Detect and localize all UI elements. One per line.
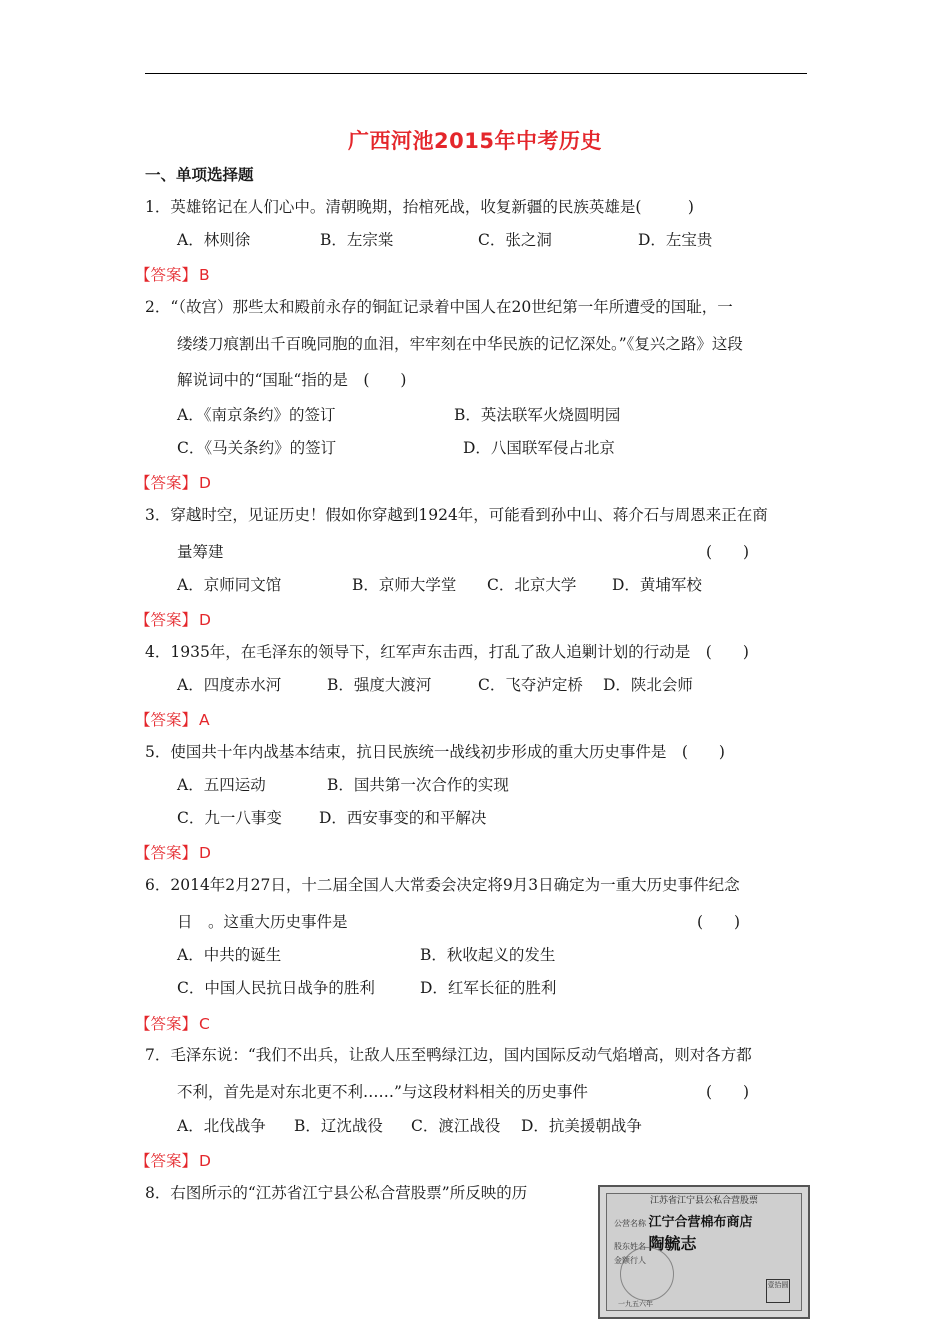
header-rule — [145, 73, 807, 74]
certificate-title: 江苏省江宁县公私合营股票 — [649, 1196, 758, 1206]
round-stamp-icon — [620, 1247, 674, 1301]
q2-option-d: D．八国联军侵占北京 — [463, 439, 615, 457]
answer-label: 【答案】 — [135, 1152, 198, 1170]
q1-option-b: B．左宗棠 — [320, 231, 394, 249]
question-2-line-3: 解说词中的“国耻“指的是 ( ) — [177, 371, 407, 389]
answer-value: B — [199, 266, 210, 284]
q6-option-d: D．红军长征的胜利 — [420, 979, 557, 997]
q4-answer — [135, 708, 210, 730]
question-7-blank: ( ) — [706, 1083, 750, 1101]
answer-label: 【答案】 — [135, 611, 198, 629]
answer-label: 【答案】 — [135, 474, 198, 492]
question-4-line-1: 4．1935年，在毛泽东的领导下，红军声东击西，打乱了敌人追剿计划的行动是 ( ) — [145, 643, 749, 661]
q7-option-c: C．渡江战役 — [411, 1117, 501, 1135]
q1-option-c: C．张之洞 — [478, 231, 552, 249]
certificate-field-label: 股东姓名 — [614, 1242, 646, 1251]
answer-label: 【答案】 — [135, 266, 198, 284]
q7-option-d: D．抗美援朝战争 — [521, 1117, 642, 1135]
q7-option-a: A．北伐战争 — [177, 1117, 266, 1135]
q1-option-a: A．林则徐 — [177, 231, 251, 249]
q3-option-b: B．京师大学堂 — [352, 576, 457, 594]
answer-value: D — [199, 1152, 211, 1170]
q3-option-d: D．黄埔军校 — [612, 576, 702, 594]
q2-answer — [135, 471, 211, 493]
q1-answer — [135, 263, 210, 285]
certificate-row-3: 金额行人 — [614, 1256, 646, 1265]
certificate-field-label: 公营名称 — [614, 1219, 646, 1228]
question-6-line-2: 日 。这重大历史事件是 — [177, 913, 348, 931]
answer-label: 【答案】 — [135, 711, 198, 729]
document-title: 广西河池2015年中考历史 — [348, 129, 602, 153]
q4-option-a: A．四度赤水河 — [177, 676, 282, 694]
answer-label: 【答案】 — [135, 1015, 198, 1033]
q6-option-b: B．秋收起义的发生 — [420, 946, 556, 964]
answer-value: D — [199, 844, 211, 862]
question-8-line-1: 8．右图所示的“江苏省江宁县公私合营股票”所反映的历 — [145, 1184, 528, 1202]
answer-value: D — [199, 474, 211, 492]
question-6-blank: ( ) — [697, 913, 741, 931]
q6-option-a: A．中共的诞生 — [177, 946, 282, 964]
q3-option-a: A．京师同文馆 — [177, 576, 282, 594]
q3-answer — [135, 608, 211, 630]
section-heading: 一、单项选择题 — [145, 166, 254, 184]
question-3-line-1: 3．穿越时空，见证历史！假如你穿越到1924年，可能看到孙中山、蒋介石与周恩来正在商 — [145, 506, 768, 524]
q4-option-b: B．强度大渡河 — [327, 676, 432, 694]
stock-certificate-image — [598, 1185, 810, 1319]
q5-option-d: D．西安事变的和平解决 — [319, 809, 487, 827]
q5-option-a: A．五四运动 — [177, 776, 266, 794]
question-3-line-2: 量筹建 — [177, 543, 224, 561]
q5-option-b: B．国共第一次合作的实现 — [327, 776, 509, 794]
certificate-company-name: 江宁合营棉布商店 — [648, 1215, 753, 1230]
question-7-line-1: 7．毛泽东说：“我们不出兵，让敌人压至鸭绿江边，国内国际反动气焰增高，则对各方都 — [145, 1046, 752, 1064]
q5-answer — [135, 841, 211, 863]
q1-option-d: D．左宝贵 — [638, 231, 713, 249]
q2-option-c: C．《马关条约》的签订 — [177, 439, 337, 457]
certificate-holder-name: 陶毓志 — [648, 1234, 697, 1253]
q7-option-b: B．辽沈战役 — [294, 1117, 383, 1135]
q4-option-d: D．陕北会师 — [603, 676, 693, 694]
question-1-line-1: 1．英雄铭记在人们心中。清朝晚期，抬棺死战，收复新疆的民族英雄是( ) — [145, 198, 694, 216]
q6-answer — [135, 1012, 210, 1034]
answer-value: C — [199, 1015, 210, 1033]
question-2-line-1: 2．“（故宫）那些太和殿前永存的铜缸记录着中国人在20世纪第一年所遭受的国耻，一 — [145, 298, 733, 316]
q5-option-c: C．九一八事变 — [177, 809, 282, 827]
question-7-line-2: 不利，首先是对东北更不利……”与这段材料相关的历史事件 — [177, 1083, 588, 1101]
question-3-blank: ( ) — [706, 543, 750, 561]
q4-option-c: C．飞夺泸定桥 — [478, 676, 583, 694]
answer-label: 【答案】 — [135, 844, 198, 862]
question-2-line-2: 缕缕刀痕割出千百晚同胞的血泪，牢牢刻在中华民族的记忆深处。”《复兴之路》这段 — [177, 335, 743, 353]
q6-option-c: C．中国人民抗日战争的胜利 — [177, 979, 375, 997]
q7-answer — [135, 1149, 211, 1171]
certificate-row-1 — [614, 1211, 753, 1230]
answer-value: A — [199, 711, 210, 729]
q2-option-a: A．《南京条约》的签订 — [177, 406, 336, 424]
value-seal: 壹拾圆 — [766, 1279, 790, 1303]
answer-value: D — [199, 611, 211, 629]
question-5-line-1: 5．使国共十年内战基本结束，抗日民族统一战线初步形成的重大历史事件是 ( ) — [145, 743, 725, 761]
question-6-line-1: 6．2014年2月27日，十二届全国人大常委会决定将9月3日确定为一重大历史事件纪念 — [145, 876, 740, 894]
q3-option-c: C．北京大学 — [487, 576, 577, 594]
certificate-date: 一九五六年 — [618, 1300, 653, 1308]
q2-option-b: B．英法联军火烧圆明园 — [454, 406, 621, 424]
